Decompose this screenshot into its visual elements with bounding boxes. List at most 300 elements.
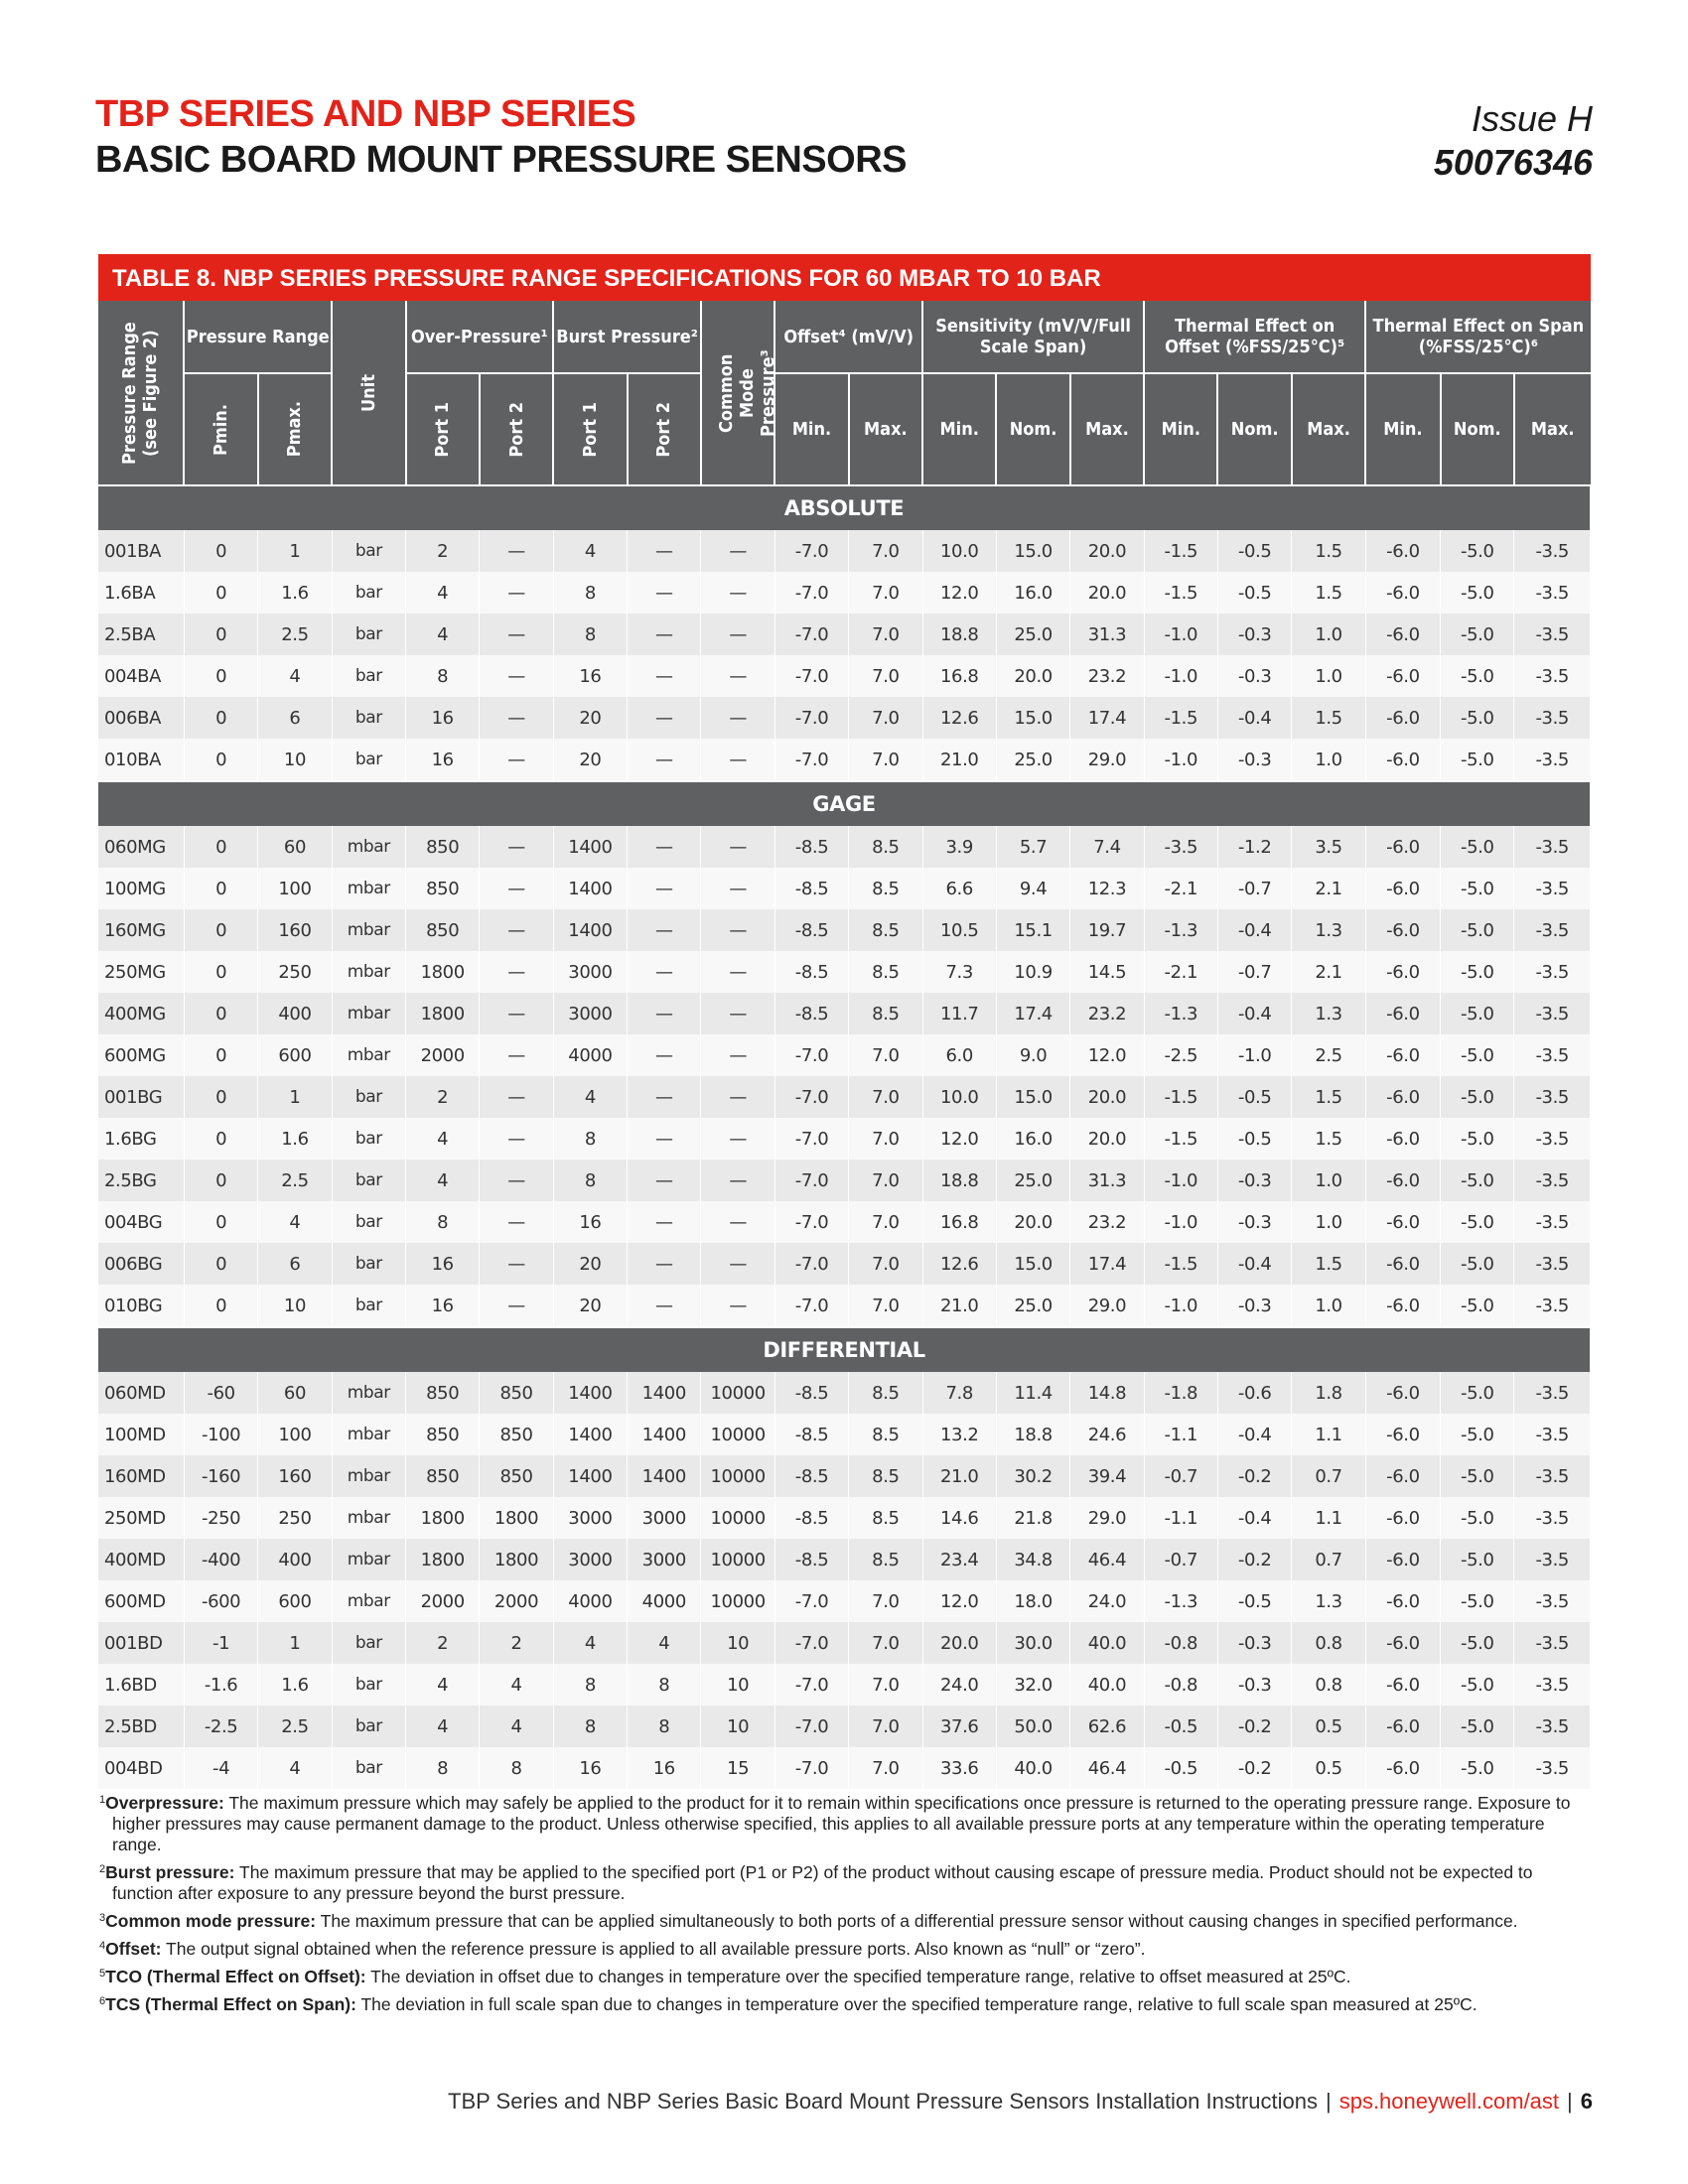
table-cell: — xyxy=(480,1285,553,1327)
table-cell: -3.5 xyxy=(1514,739,1591,781)
table-cell: -5.0 xyxy=(1441,1497,1514,1539)
table-cell: 20.0 xyxy=(922,1622,996,1664)
table-cell: 20 xyxy=(553,1285,627,1327)
header-pressure-range: Pressure Range xyxy=(184,301,332,373)
table-cell: 8 xyxy=(628,1706,701,1747)
table-cell: — xyxy=(701,614,774,655)
table-cell: 11.7 xyxy=(922,993,996,1034)
table-row xyxy=(98,572,1591,614)
table-cell: 2.5 xyxy=(258,1160,332,1201)
table-cell: -3.5 xyxy=(1514,572,1591,614)
table-cell: 7.0 xyxy=(849,1201,922,1243)
table-cell: -3.5 xyxy=(1514,1372,1591,1414)
footnote-term: Common mode pressure: xyxy=(105,1911,317,1931)
table-cell: -3.5 xyxy=(1514,1201,1591,1243)
table-cell: -1.5 xyxy=(1144,530,1217,572)
table-cell: 3000 xyxy=(553,1497,627,1539)
table-cell: -6.0 xyxy=(1365,572,1440,614)
row-code-cell: 1.6BG xyxy=(98,1118,184,1160)
table-cell: -1.5 xyxy=(1144,1243,1217,1285)
table-cell: 0 xyxy=(184,1243,257,1285)
table-cell: -600 xyxy=(184,1580,257,1622)
table-cell: 850 xyxy=(480,1455,553,1497)
table-cell: mbar xyxy=(332,1580,405,1622)
table-cell: 2.1 xyxy=(1292,868,1365,909)
table-row xyxy=(98,1664,1591,1706)
table-cell: 1400 xyxy=(628,1455,701,1497)
table-cell: 1.5 xyxy=(1292,530,1365,572)
table-cell: 15.1 xyxy=(996,909,1069,951)
table-cell: — xyxy=(701,1118,774,1160)
table-cell: -0.3 xyxy=(1217,1160,1291,1201)
table-cell: 50.0 xyxy=(996,1706,1069,1747)
table-cell: 7.4 xyxy=(1070,826,1144,868)
table-cell: -2.5 xyxy=(1144,1034,1217,1076)
table-cell: -3.5 xyxy=(1514,1497,1591,1539)
page-footer xyxy=(448,2089,1593,2115)
table-cell: 16 xyxy=(406,697,480,739)
table-cell: — xyxy=(701,1160,774,1201)
table-cell: 20.0 xyxy=(996,1201,1069,1243)
table-cell: -7.0 xyxy=(774,1160,848,1201)
table-cell: -6.0 xyxy=(1365,1243,1440,1285)
table-cell: -3.5 xyxy=(1514,655,1591,697)
table-cell: -1.1 xyxy=(1144,1497,1217,1539)
header-burst-pressure: Burst Pressure² xyxy=(553,301,701,373)
table-cell: 1.1 xyxy=(1292,1414,1365,1455)
table-cell: 3000 xyxy=(628,1497,701,1539)
table-cell: 20.0 xyxy=(1070,1118,1144,1160)
header-sens-nom: Nom. xyxy=(996,373,1069,485)
table-cell: -6.0 xyxy=(1365,1664,1440,1706)
table-cell: 4 xyxy=(553,530,627,572)
row-code-cell: 250MG xyxy=(98,951,184,993)
table-cell: 1.0 xyxy=(1292,614,1365,655)
header-over-port2-label: Port 2 xyxy=(505,401,527,458)
table-cell: 1.8 xyxy=(1292,1372,1365,1414)
table-cell: bar xyxy=(332,614,405,655)
table-cell: 6 xyxy=(258,1243,332,1285)
table-cell: -0.7 xyxy=(1144,1539,1217,1580)
row-code-cell: 400MD xyxy=(98,1539,184,1580)
table-row xyxy=(98,993,1591,1034)
footnote-2 xyxy=(99,1862,1589,1904)
table-cell: mbar xyxy=(332,1539,405,1580)
table-cell: — xyxy=(628,697,701,739)
footnote-number: 3 xyxy=(99,1912,106,1924)
table-cell: 1.3 xyxy=(1292,1580,1365,1622)
table-cell: -5.0 xyxy=(1441,951,1514,993)
table-cell: 1.6 xyxy=(258,572,332,614)
header-tcs-max: Max. xyxy=(1514,373,1591,485)
table-cell: mbar xyxy=(332,1497,405,1539)
header-pmin-label: Pmin. xyxy=(211,403,232,456)
table-cell: 3000 xyxy=(553,951,627,993)
table-cell: -5.0 xyxy=(1441,530,1514,572)
table-cell: — xyxy=(701,739,774,781)
table-cell: 4 xyxy=(480,1664,553,1706)
table-cell: -7.0 xyxy=(774,572,848,614)
table-cell: -6.0 xyxy=(1365,614,1440,655)
header-over-port1 xyxy=(406,373,480,485)
table-title: TABLE 8. NBP SERIES PRESSURE RANGE SPECIFICATIONS FOR 60 MBAR TO 10 BAR xyxy=(98,254,1591,301)
table-cell: 1.0 xyxy=(1292,739,1365,781)
table-cell: 2.5 xyxy=(258,614,332,655)
table-cell: — xyxy=(480,993,553,1034)
table-cell: 39.4 xyxy=(1070,1455,1144,1497)
table-cell: 0 xyxy=(184,1285,257,1327)
table-cell: 600 xyxy=(258,1580,332,1622)
table-cell: mbar xyxy=(332,951,405,993)
table-cell: 7.0 xyxy=(849,739,922,781)
row-code-cell: 160MG xyxy=(98,909,184,951)
table-cell: 1800 xyxy=(406,1497,480,1539)
row-code-cell: 600MD xyxy=(98,1580,184,1622)
table-cell: 16.8 xyxy=(922,1201,996,1243)
table-cell: -5.0 xyxy=(1441,1747,1514,1789)
table-cell: 20.0 xyxy=(1070,572,1144,614)
footer-separator-2: | xyxy=(1567,2089,1573,2114)
row-code-cell: 001BG xyxy=(98,1076,184,1118)
footnote-text: The maximum pressure that may be applied to the specified port (P1 or P2) of the product without causing escape of pressure media. Product should not be expected to function after exposure to any pressure beyond the burst pressure. xyxy=(112,1862,1533,1903)
table-cell: 4 xyxy=(406,1706,480,1747)
table-cell: -7.0 xyxy=(774,1243,848,1285)
table-cell: bar xyxy=(332,572,405,614)
table-cell: 12.6 xyxy=(922,1243,996,1285)
table-cell: 21.0 xyxy=(922,1455,996,1497)
row-code-cell: 060MG xyxy=(98,826,184,868)
table-cell: 18.8 xyxy=(922,1160,996,1201)
header-tco-nom: Nom. xyxy=(1217,373,1291,485)
table-cell: 4 xyxy=(406,1664,480,1706)
table-cell: 20 xyxy=(553,739,627,781)
table-cell: 160 xyxy=(258,909,332,951)
table-cell: -100 xyxy=(184,1414,257,1455)
table-cell: 25.0 xyxy=(996,614,1069,655)
footnote-5 xyxy=(99,1967,1589,1987)
table-cell: -0.5 xyxy=(1217,572,1291,614)
table-row xyxy=(98,951,1591,993)
table-cell: 33.6 xyxy=(922,1747,996,1789)
table-cell: — xyxy=(701,909,774,951)
table-cell: -3.5 xyxy=(1514,1747,1591,1789)
table-cell: — xyxy=(628,655,701,697)
table-cell: 850 xyxy=(406,1455,480,1497)
table-cell: bar xyxy=(332,1118,405,1160)
table-cell: mbar xyxy=(332,1455,405,1497)
table-cell: 1 xyxy=(258,1622,332,1664)
table-cell: — xyxy=(628,993,701,1034)
table-cell: -7.0 xyxy=(774,614,848,655)
footer-separator: | xyxy=(1325,2089,1332,2114)
footnote-3 xyxy=(99,1911,1589,1932)
row-code-cell: 160MD xyxy=(98,1455,184,1497)
table-row xyxy=(98,530,1591,572)
table-cell: 8 xyxy=(553,1706,627,1747)
table-cell: -7.0 xyxy=(774,1076,848,1118)
table-cell: -1.5 xyxy=(1144,1118,1217,1160)
issue-label: Issue H xyxy=(1471,98,1593,139)
table-cell: 0 xyxy=(184,993,257,1034)
table-cell: 1400 xyxy=(628,1372,701,1414)
table-cell: -6.0 xyxy=(1365,1118,1440,1160)
table-cell: 8 xyxy=(553,614,627,655)
table-cell: -7.0 xyxy=(774,1747,848,1789)
table-cell: 10 xyxy=(701,1622,774,1664)
table-cell: — xyxy=(628,530,701,572)
table-cell: — xyxy=(480,1160,553,1201)
table-cell: -6.0 xyxy=(1365,1747,1440,1789)
table-cell: — xyxy=(628,1285,701,1327)
table-cell: 0.5 xyxy=(1292,1706,1365,1747)
footer-link[interactable]: sps.honeywell.com/ast xyxy=(1338,2089,1560,2114)
table-cell: — xyxy=(628,1118,701,1160)
table-cell: 17.4 xyxy=(1070,1243,1144,1285)
table-row xyxy=(98,1414,1591,1455)
table-cell: -3.5 xyxy=(1514,951,1591,993)
table-cell: 10 xyxy=(701,1664,774,1706)
table-cell: 5.7 xyxy=(996,826,1069,868)
table-cell: — xyxy=(480,826,553,868)
table-cell: -5.0 xyxy=(1441,1118,1514,1160)
table-cell: 10000 xyxy=(701,1497,774,1539)
table-cell: -0.7 xyxy=(1217,951,1291,993)
table-cell: 8 xyxy=(406,655,480,697)
table-cell: 0.8 xyxy=(1292,1622,1365,1664)
table-cell: 8.5 xyxy=(849,951,922,993)
table-cell: 7.0 xyxy=(849,1160,922,1201)
table-cell: 600 xyxy=(258,1034,332,1076)
table-cell: 7.0 xyxy=(849,1580,922,1622)
table-cell: -3.5 xyxy=(1514,1539,1591,1580)
table-cell: -0.5 xyxy=(1217,1076,1291,1118)
table-row xyxy=(98,1539,1591,1580)
table-cell: -2.1 xyxy=(1144,868,1217,909)
footer-text: TBP Series and NBP Series Basic Board Mount Pressure Sensors Installation Instructions xyxy=(448,2089,1318,2114)
table-cell: 1.1 xyxy=(1292,1497,1365,1539)
table-cell: mbar xyxy=(332,1414,405,1455)
table-cell: -8.5 xyxy=(774,1414,848,1455)
table-cell: 11.4 xyxy=(996,1372,1069,1414)
table-row xyxy=(98,868,1591,909)
table-cell: 12.0 xyxy=(922,1118,996,1160)
header-common-mode-label: Common Mode Pressure³ xyxy=(716,348,779,437)
table-cell: 62.6 xyxy=(1070,1706,1144,1747)
table-cell: bar xyxy=(332,530,405,572)
table-cell: 24.0 xyxy=(922,1664,996,1706)
table-cell: -7.0 xyxy=(774,655,848,697)
table-cell: -5.0 xyxy=(1441,739,1514,781)
table-cell: 0 xyxy=(184,655,257,697)
table-cell: 3.5 xyxy=(1292,826,1365,868)
table-cell: 1.0 xyxy=(1292,1201,1365,1243)
table-cell: 0 xyxy=(184,739,257,781)
table-cell: 400 xyxy=(258,1539,332,1580)
table-cell: -5.0 xyxy=(1441,1201,1514,1243)
table-cell: — xyxy=(701,868,774,909)
table-cell: 850 xyxy=(480,1414,553,1455)
table-cell: bar xyxy=(332,697,405,739)
table-cell: 10000 xyxy=(701,1580,774,1622)
row-code-cell: 010BA xyxy=(98,739,184,781)
table-cell: — xyxy=(701,826,774,868)
table-cell: -3.5 xyxy=(1514,1034,1591,1076)
section-row-differential xyxy=(98,1327,1591,1372)
table-cell: -3.5 xyxy=(1514,1243,1591,1285)
table-cell: 1.3 xyxy=(1292,993,1365,1034)
row-code-cell: 1.6BD xyxy=(98,1664,184,1706)
table-row xyxy=(98,1580,1591,1622)
section-row-gage xyxy=(98,781,1591,826)
spec-table-container xyxy=(98,254,1591,1789)
table-cell: 1.0 xyxy=(1292,1285,1365,1327)
table-cell: 1400 xyxy=(553,1372,627,1414)
table-cell: 15 xyxy=(701,1747,774,1789)
table-row xyxy=(98,1076,1591,1118)
table-cell: 1 xyxy=(258,1076,332,1118)
footnote-number: 2 xyxy=(99,1863,106,1875)
table-cell: 24.0 xyxy=(1070,1580,1144,1622)
table-cell: 2 xyxy=(406,1622,480,1664)
table-cell: -6.0 xyxy=(1365,697,1440,739)
table-cell: -7.0 xyxy=(774,1664,848,1706)
document-issue-block xyxy=(1434,97,1593,185)
table-cell: — xyxy=(701,1034,774,1076)
table-cell: 8 xyxy=(406,1747,480,1789)
table-cell: 0 xyxy=(184,530,257,572)
table-cell: 40.0 xyxy=(1070,1664,1144,1706)
table-row xyxy=(98,1201,1591,1243)
table-cell: mbar xyxy=(332,1372,405,1414)
table-cell: -6.0 xyxy=(1365,951,1440,993)
table-cell: 3000 xyxy=(553,1539,627,1580)
table-cell: 850 xyxy=(406,868,480,909)
header-pmax xyxy=(258,373,332,485)
table-cell: bar xyxy=(332,1285,405,1327)
table-cell: — xyxy=(628,951,701,993)
table-row xyxy=(98,655,1591,697)
product-title: BASIC BOARD MOUNT PRESSURE SENSORS xyxy=(95,139,907,181)
table-cell: -3.5 xyxy=(1514,868,1591,909)
table-cell: 7.0 xyxy=(849,1118,922,1160)
table-cell: 10000 xyxy=(701,1414,774,1455)
table-cell: 0 xyxy=(184,1034,257,1076)
table-cell: 4 xyxy=(406,1160,480,1201)
table-cell: 16 xyxy=(553,1747,627,1789)
table-cell: 21.0 xyxy=(922,1285,996,1327)
table-cell: 13.2 xyxy=(922,1414,996,1455)
table-cell: -6.0 xyxy=(1365,1372,1440,1414)
header-common-mode xyxy=(701,301,779,485)
table-cell: mbar xyxy=(332,826,405,868)
table-cell: -7.0 xyxy=(774,1706,848,1747)
table-cell: bar xyxy=(332,1747,405,1789)
header-sens-max: Max. xyxy=(1070,373,1144,485)
table-cell: 4 xyxy=(553,1622,627,1664)
table-cell: 7.0 xyxy=(849,614,922,655)
table-row xyxy=(98,1747,1591,1789)
table-cell: 160 xyxy=(258,1455,332,1497)
row-code-cell: 001BA xyxy=(98,530,184,572)
table-cell: -6.0 xyxy=(1365,1539,1440,1580)
table-cell: 16 xyxy=(406,1243,480,1285)
table-cell: -3.5 xyxy=(1514,614,1591,655)
table-cell: -3.5 xyxy=(1514,1285,1591,1327)
table-cell: 2 xyxy=(406,1076,480,1118)
table-cell: -5.0 xyxy=(1441,909,1514,951)
table-cell: -0.3 xyxy=(1217,739,1291,781)
table-cell: 37.6 xyxy=(922,1706,996,1747)
table-cell: 18.8 xyxy=(922,614,996,655)
table-cell: 6.6 xyxy=(922,868,996,909)
table-cell: -6.0 xyxy=(1365,1285,1440,1327)
header-tco-min: Min. xyxy=(1144,373,1217,485)
table-cell: -5.0 xyxy=(1441,826,1514,868)
header-pressure-range-code-label: Pressure Range (see Figure 2) xyxy=(118,321,161,465)
header-offset: Offset⁴ (mV/V) xyxy=(774,301,922,373)
footnote-1 xyxy=(99,1793,1589,1855)
table-cell: -3.5 xyxy=(1514,1118,1591,1160)
table-cell: 10.0 xyxy=(922,1076,996,1118)
table-cell: -1.0 xyxy=(1144,739,1217,781)
table-cell: -1.0 xyxy=(1144,1160,1217,1201)
table-cell: 1400 xyxy=(553,868,627,909)
row-code-cell: 100MG xyxy=(98,868,184,909)
footnote-number: 1 xyxy=(99,1794,106,1806)
table-cell: 4 xyxy=(258,655,332,697)
table-cell: 100 xyxy=(258,868,332,909)
table-cell: 32.0 xyxy=(996,1664,1069,1706)
table-cell: -5.0 xyxy=(1441,993,1514,1034)
section-row-absolute xyxy=(98,485,1591,530)
table-cell: -5.0 xyxy=(1441,1664,1514,1706)
table-cell: -6.0 xyxy=(1365,530,1440,572)
table-cell: -8.5 xyxy=(774,993,848,1034)
table-cell: -6.0 xyxy=(1365,826,1440,868)
table-cell: mbar xyxy=(332,909,405,951)
table-cell: 0.7 xyxy=(1292,1455,1365,1497)
table-cell: -6.0 xyxy=(1365,655,1440,697)
table-cell: -7.0 xyxy=(774,1118,848,1160)
table-cell: 24.6 xyxy=(1070,1414,1144,1455)
table-cell: 60 xyxy=(258,1372,332,1414)
table-cell: 10000 xyxy=(701,1372,774,1414)
table-cell: 850 xyxy=(406,826,480,868)
table-cell: mbar xyxy=(332,1034,405,1076)
header-pressure-range-code xyxy=(98,301,184,485)
table-cell: 18.8 xyxy=(996,1414,1069,1455)
table-cell: -6.0 xyxy=(1365,1076,1440,1118)
table-cell: -6.0 xyxy=(1365,1414,1440,1455)
table-cell: -6.0 xyxy=(1365,909,1440,951)
table-cell: 1400 xyxy=(553,826,627,868)
table-cell: -0.2 xyxy=(1217,1706,1291,1747)
table-cell: 2.5 xyxy=(258,1706,332,1747)
table-cell: 8 xyxy=(628,1664,701,1706)
table-cell: -0.3 xyxy=(1217,1664,1291,1706)
table-cell: — xyxy=(701,530,774,572)
table-cell: 4 xyxy=(406,614,480,655)
table-cell: 1.6 xyxy=(258,1118,332,1160)
table-cell: -3.5 xyxy=(1514,697,1591,739)
document-header xyxy=(95,91,907,183)
table-cell: -0.5 xyxy=(1144,1706,1217,1747)
table-cell: 1.0 xyxy=(1292,655,1365,697)
footnote-text: The deviation in full scale span due to changes in temperature over the specified temperature range, relative to full scale span measured at 25ºC. xyxy=(355,1994,1477,2014)
table-cell: -6.0 xyxy=(1365,1622,1440,1664)
table-cell: 10 xyxy=(258,739,332,781)
table-cell: 29.0 xyxy=(1070,1285,1144,1327)
